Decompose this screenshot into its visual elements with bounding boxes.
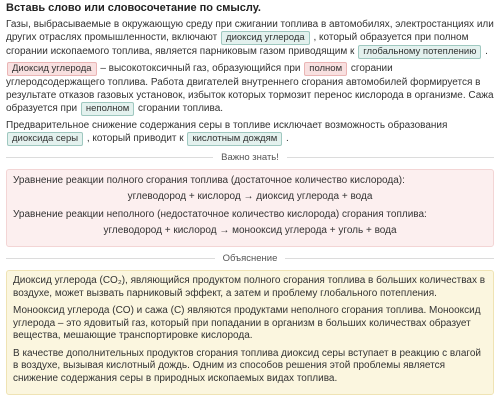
paragraph-text: – высокотоксичный газ, образующийся при — [100, 63, 301, 74]
paragraph-3 — [6, 119, 494, 146]
answer-chip[interactable]: Диоксид углерода — [7, 62, 97, 76]
paragraph-text: сгорании углеродсодержащего топлива. Работа двигателей внутреннего сгорания автомобилей формируется в результате отказов газовых установок, избыток которых тормозит перенос кислорода в организме. Сажа образуется при — [6, 63, 494, 114]
answer-chip[interactable]: диоксида серы — [7, 132, 83, 146]
divider-line — [287, 157, 494, 158]
reaction-equation: углеводород + кислород → монооксид углерода + уголь + вода — [103, 225, 397, 236]
paragraph-text: сгорании топлива. — [138, 103, 224, 114]
answer-chip[interactable]: полном — [304, 62, 347, 76]
explanation-divider — [6, 253, 494, 264]
paragraph-text: Газы, выбрасываемые в окружающую среду при сжигании топлива в автомобилях, электростанциях или других отраслях промышленности, включают — [6, 19, 494, 43]
important-heading: Важно знать! — [221, 152, 279, 163]
paragraph-text: , который приводит к — [86, 133, 184, 144]
paragraph-1 — [6, 18, 494, 59]
explanation-paragraph: В качестве дополнительных продуктов сгорания топлива диоксид серы вступает в реакцию с влагой в воздухе, вызывая кислотный дождь. Одним из способов решения этой проблемы является снижение содержания серы в природных ископаемых видах топлива. — [13, 347, 481, 384]
answer-chip[interactable]: кислотным дождям — [187, 132, 282, 146]
reaction-equation: углеводород + кислород → диоксид углерода + вода — [127, 191, 373, 202]
paragraph-text: Предварительное снижение содержания серы в топливе исключает возможность образования — [6, 120, 448, 131]
important-divider — [6, 152, 494, 163]
explanation-paragraph: Монооксид углерода (CO) и сажа (C) являются продуктами неполного сгорания топлива. Монооксид углерода – это ядовитый газ, который при попадании в организм в больших количествах образует вещества, мешающие транспортировке кислорода. — [13, 305, 481, 341]
reaction-description: Уравнение реакции неполного (недостаточное количество кислорода) сгорания топлива: — [13, 209, 427, 220]
divider-line — [285, 258, 494, 259]
exercise-title: Вставь слово или словосочетание по смыслу. — [6, 2, 261, 14]
paragraph-text: . — [485, 46, 488, 57]
answer-chip[interactable]: неполном — [81, 102, 134, 116]
divider-line — [6, 157, 213, 158]
paragraph-2 — [6, 62, 494, 116]
explanation-paragraph: Диоксид углерода (CO₂), являющийся продуктом полного сгорания топлива в больших количествах в воздухе, может вызвать парниковый эффект, а затем и проблему глобального потепления. — [13, 275, 486, 299]
explanation-heading: Объяснение — [222, 253, 278, 264]
paragraph-text: . — [286, 133, 289, 144]
answer-chip[interactable]: диоксид углерода — [221, 31, 310, 45]
paragraph-text: , который образуется при полном сгорании ископаемого топлива, является парниковым газом приводящим к — [6, 32, 469, 57]
explanation-box — [6, 270, 494, 395]
answer-chip[interactable]: глобальному потеплению — [358, 45, 481, 59]
reaction-description: Уравнение реакции полного сгорания топлива (достаточное количество кислорода): — [13, 175, 405, 186]
important-box — [6, 169, 494, 247]
divider-line — [6, 258, 215, 259]
